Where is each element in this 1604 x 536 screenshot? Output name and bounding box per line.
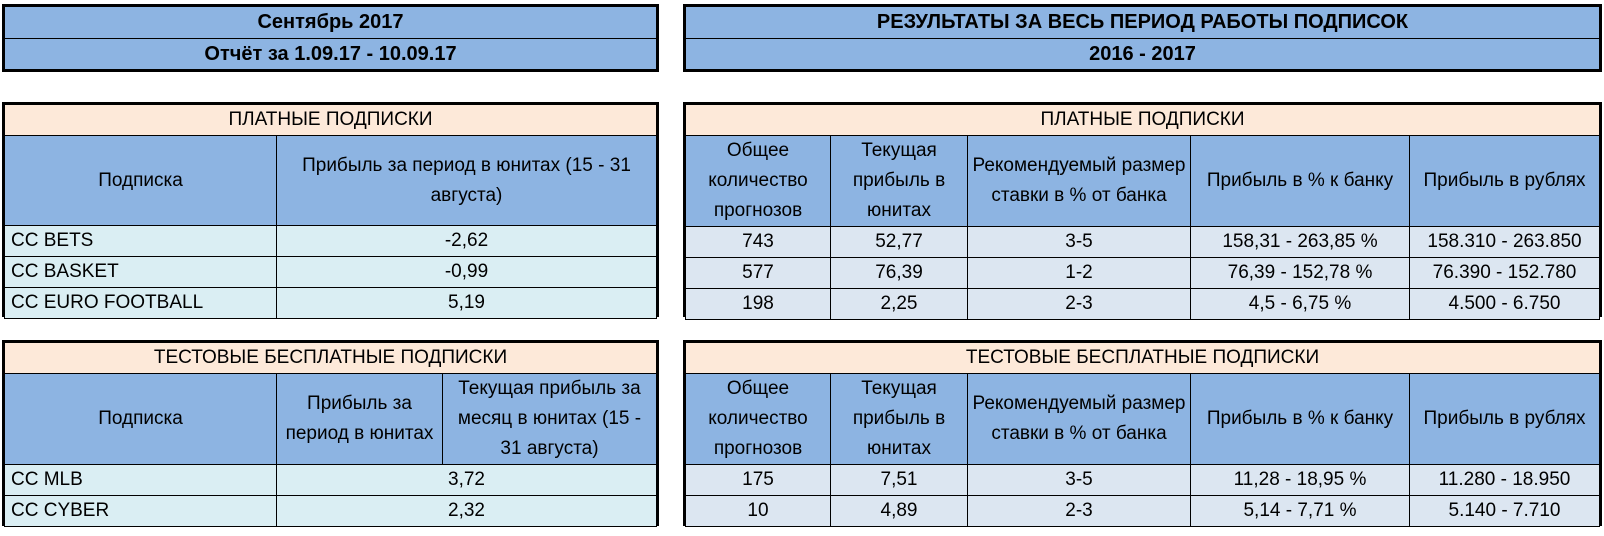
period-profit: 5,19 (277, 288, 657, 319)
column-header-subscription: Подписка (5, 136, 277, 226)
column-header-total-forecasts: Общее количество прогнозов (686, 374, 831, 465)
column-header-total-forecasts: Общее количество прогнозов (686, 136, 831, 227)
total-forecasts: 577 (686, 258, 831, 289)
recommended-stake: 1-2 (968, 258, 1191, 289)
paid-subscriptions-right-table (683, 102, 1602, 317)
profit-rubles: 5.140 - 7.710 (1410, 496, 1600, 527)
profit-percent: 76,39 - 152,78 % (1191, 258, 1410, 289)
paid-subscriptions-left-table (2, 102, 659, 317)
subscription-name: CC MLB (5, 465, 277, 496)
profit-rubles: 11.280 - 18.950 (1410, 465, 1600, 496)
current-profit: 4,89 (831, 496, 968, 527)
current-profit: 2,25 (831, 289, 968, 320)
report-period: Отчёт за 1.09.17 - 10.09.17 (5, 38, 657, 70)
section-title: ТЕСТОВЫЕ БЕСПЛАТНЫЕ ПОДПИСКИ (5, 343, 657, 374)
month-title: Сентябрь 2017 (5, 7, 657, 39)
recommended-stake: 3-5 (968, 465, 1191, 496)
section-title: ПЛАТНЫЕ ПОДПИСКИ (5, 105, 657, 136)
results-years: 2016 - 2017 (686, 38, 1600, 70)
period-profit: 3,72 (277, 465, 657, 496)
column-header-profit-rubles: Прибыль в рублях (1410, 374, 1600, 465)
free-subscriptions-left-table (2, 340, 659, 526)
subscription-name: CC BETS (5, 226, 277, 257)
current-profit: 7,51 (831, 465, 968, 496)
free-subscriptions-right-table (683, 340, 1602, 526)
profit-percent: 158,31 - 263,85 % (1191, 227, 1410, 258)
total-forecasts: 743 (686, 227, 831, 258)
profit-percent: 5,14 - 7,71 % (1191, 496, 1410, 527)
subscription-name: CC BASKET (5, 257, 277, 288)
recommended-stake: 2-3 (968, 289, 1191, 320)
subscription-name: CC CYBER (5, 496, 277, 527)
profit-rubles: 4.500 - 6.750 (1410, 289, 1600, 320)
subscription-name: CC EURO FOOTBALL (5, 288, 277, 319)
current-profit: 52,77 (831, 227, 968, 258)
column-header-month-profit: Текущая прибыль за месяц в юнитах (15 - 31 августа) (443, 374, 657, 465)
period-profit: 2,32 (277, 496, 657, 527)
total-forecasts: 198 (686, 289, 831, 320)
total-forecasts: 10 (686, 496, 831, 527)
section-title: ТЕСТОВЫЕ БЕСПЛАТНЫЕ ПОДПИСКИ (686, 343, 1600, 374)
column-header-profit-rubles: Прибыль в рублях (1410, 136, 1600, 227)
column-header-subscription: Подписка (5, 374, 277, 465)
left-report-header (2, 4, 659, 72)
profit-rubles: 76.390 - 152.780 (1410, 258, 1600, 289)
current-profit: 76,39 (831, 258, 968, 289)
column-header-current-profit: Текущая прибыль в юнитах (831, 136, 968, 227)
right-results-header (683, 4, 1602, 72)
period-profit: -0,99 (277, 257, 657, 288)
column-header-current-profit: Текущая прибыль в юнитах (831, 374, 968, 465)
recommended-stake: 3-5 (968, 227, 1191, 258)
column-header-recommended-stake: Рекомендуемый размер ставки в % от банка (968, 136, 1191, 227)
column-header-profit-percent: Прибыль в % к банку (1191, 136, 1410, 227)
column-header-profit: Прибыль за период в юнитах (15 - 31 августа) (277, 136, 657, 226)
results-title: РЕЗУЛЬТАТЫ ЗА ВЕСЬ ПЕРИОД РАБОТЫ ПОДПИСОК (686, 7, 1600, 39)
section-title: ПЛАТНЫЕ ПОДПИСКИ (686, 105, 1600, 136)
column-header-profit: Прибыль за период в юнитах (277, 374, 443, 465)
profit-rubles: 158.310 - 263.850 (1410, 227, 1600, 258)
recommended-stake: 2-3 (968, 496, 1191, 527)
period-profit: -2,62 (277, 226, 657, 257)
total-forecasts: 175 (686, 465, 831, 496)
column-header-recommended-stake: Рекомендуемый размер ставки в % от банка (968, 374, 1191, 465)
profit-percent: 11,28 - 18,95 % (1191, 465, 1410, 496)
column-header-profit-percent: Прибыль в % к банку (1191, 374, 1410, 465)
profit-percent: 4,5 - 6,75 % (1191, 289, 1410, 320)
